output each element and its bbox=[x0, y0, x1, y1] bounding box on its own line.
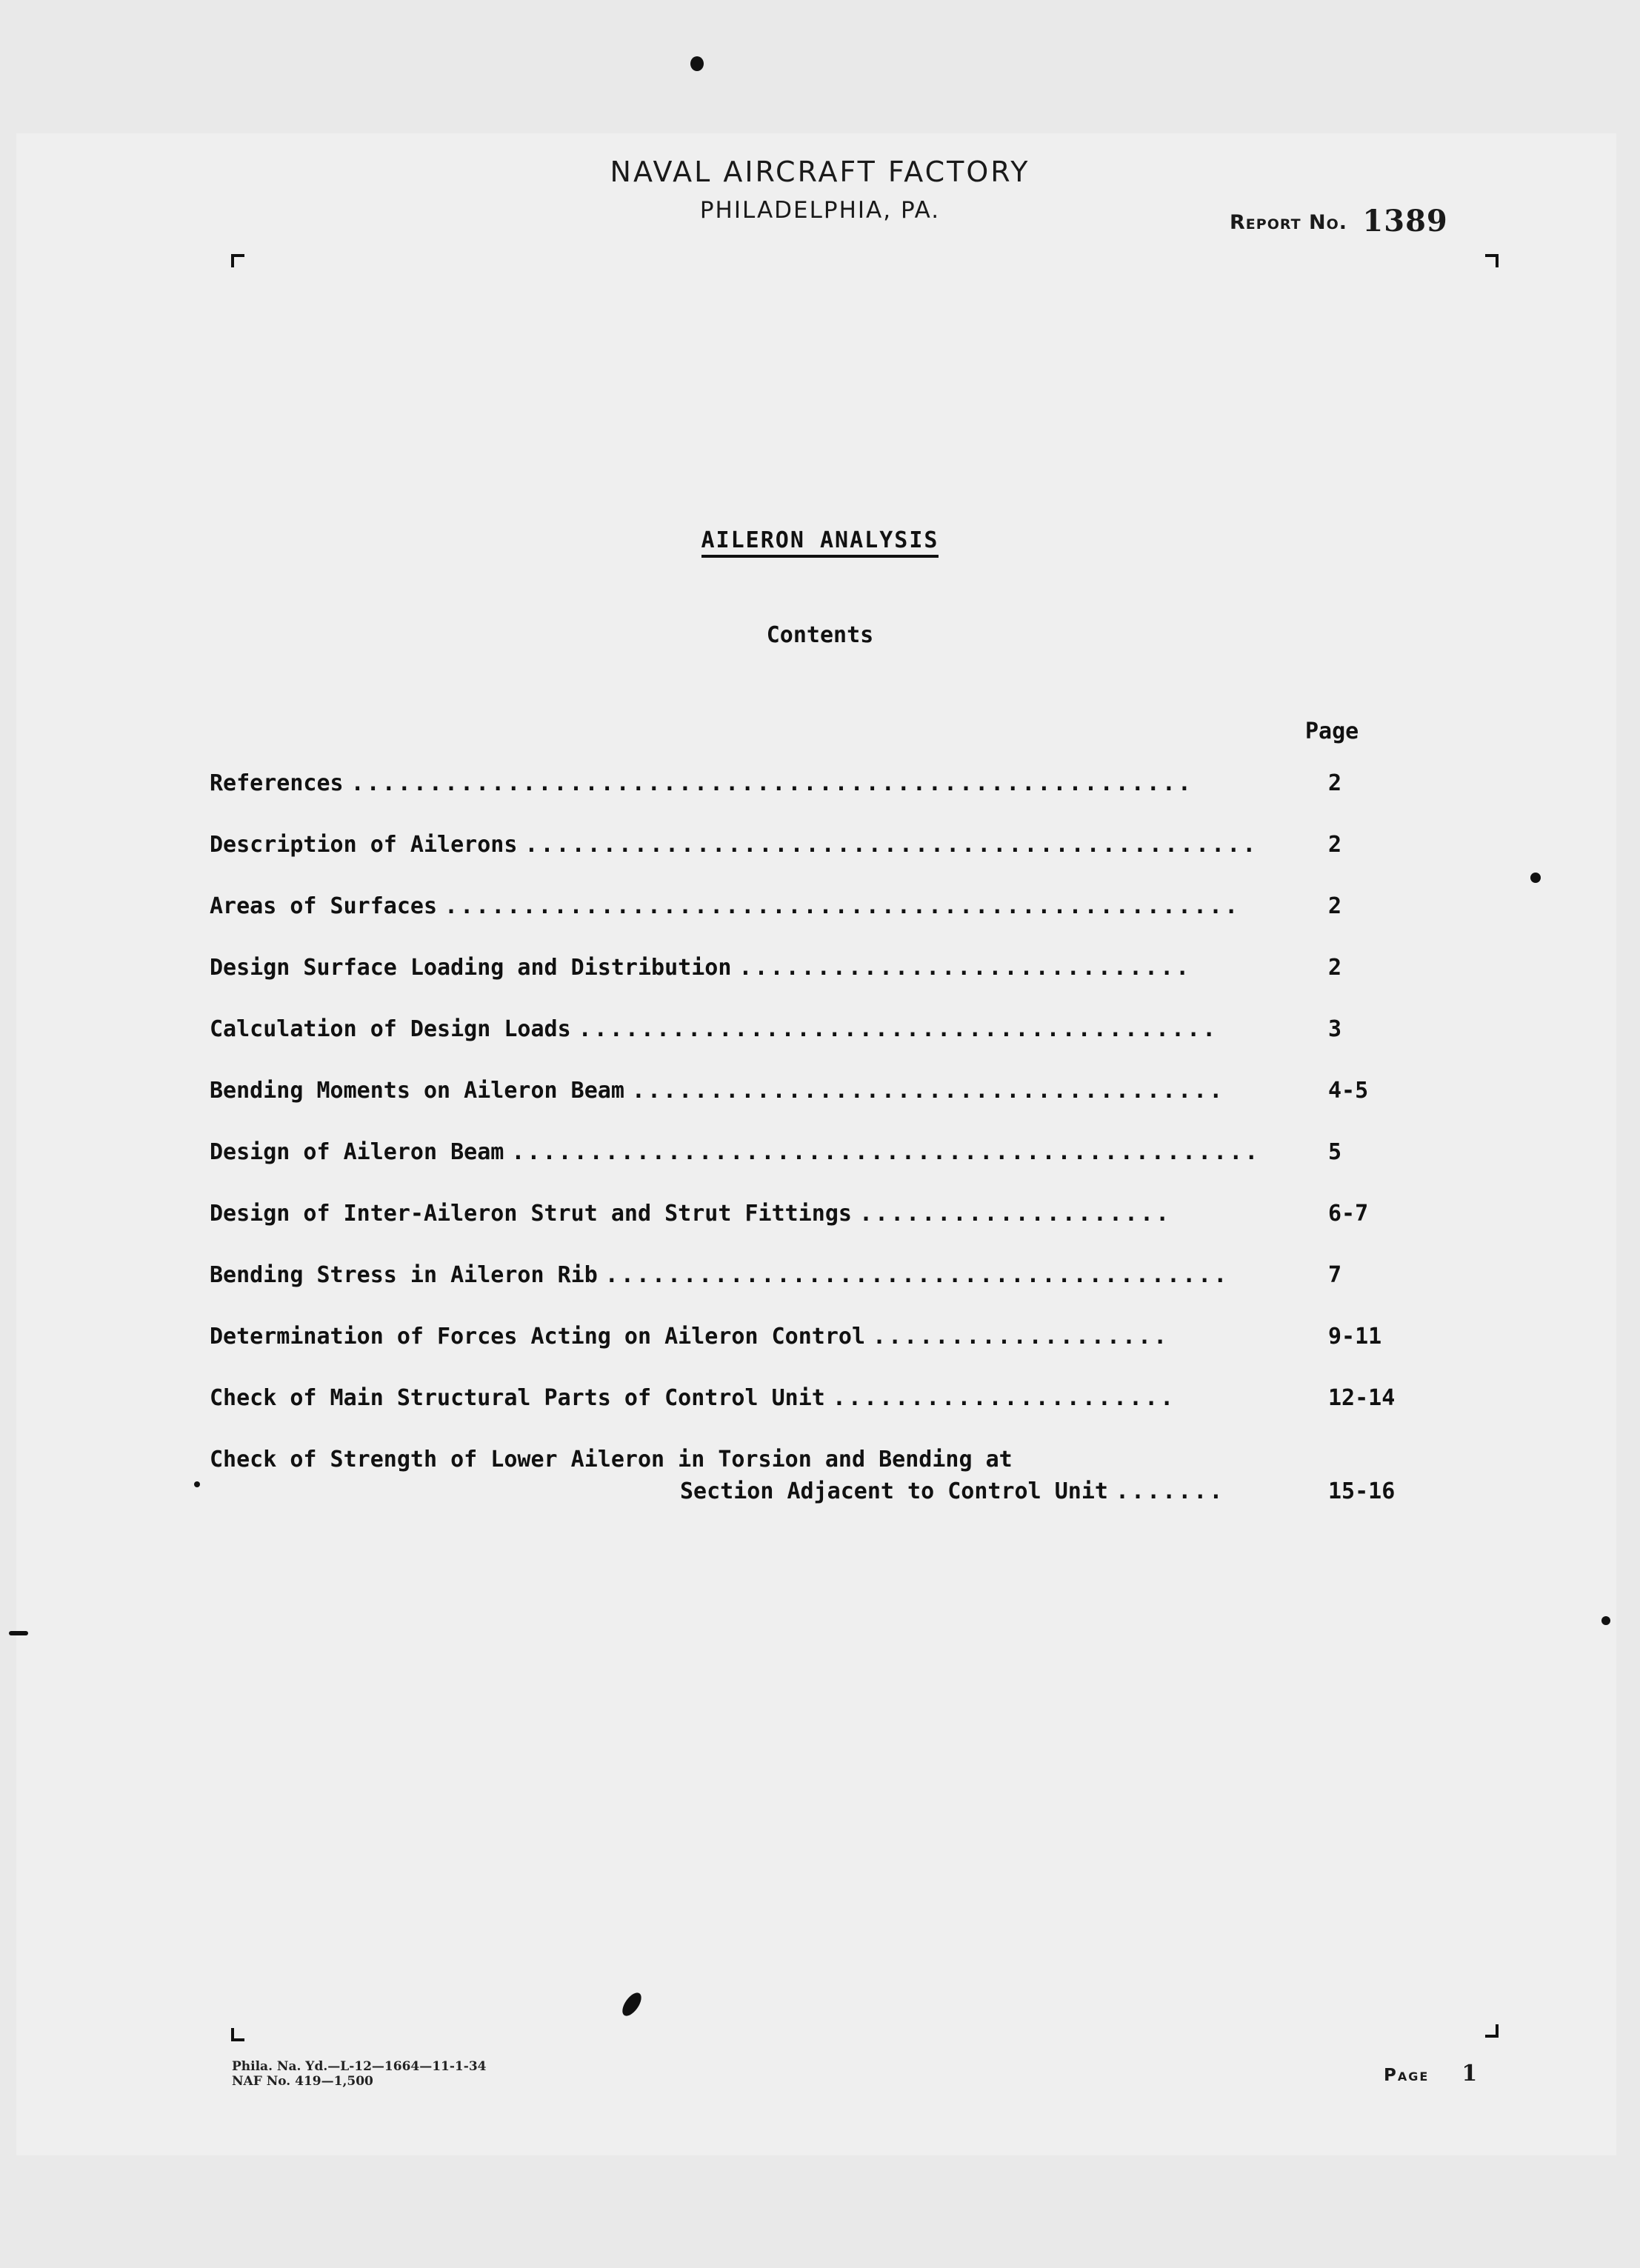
report-number-block bbox=[1230, 201, 1448, 239]
ink-speck bbox=[194, 1481, 200, 1487]
toc-entry bbox=[210, 893, 1402, 930]
form-code-line2: NAF No. 419—1,500 bbox=[232, 2074, 373, 2089]
page-label: Page bbox=[1384, 2066, 1430, 2085]
toc-entry bbox=[210, 770, 1402, 807]
toc-entry bbox=[210, 1324, 1402, 1361]
toc-entry-line2 bbox=[210, 1478, 1402, 1504]
toc-entry-title-line2: Section Adjacent to Control Unit bbox=[680, 1478, 1108, 1504]
toc-entry bbox=[210, 1016, 1402, 1053]
toc-entry-title: Bending Stress in Aileron Rib bbox=[210, 1262, 598, 1288]
toc-entry-title: Check of Main Structural Parts of Control Unit bbox=[210, 1385, 825, 1411]
toc-entry bbox=[210, 1078, 1402, 1115]
report-number-label: Report No. bbox=[1230, 211, 1347, 234]
toc-entry bbox=[210, 1385, 1402, 1422]
toc-entry-title: Description of Ailerons bbox=[210, 832, 518, 858]
ink-speck bbox=[9, 1631, 28, 1635]
toc-entry-page: 4-5 bbox=[1328, 1078, 1369, 1104]
toc-entry-page: 6-7 bbox=[1328, 1201, 1369, 1227]
toc-entry-page: 5 bbox=[1328, 1139, 1342, 1165]
toc-entry-title: Areas of Surfaces bbox=[210, 893, 438, 919]
corner-mark-bottom-left bbox=[231, 2028, 244, 2041]
toc-entry-page: 7 bbox=[1328, 1262, 1342, 1288]
toc-leader-dots: ........................................ bbox=[604, 1262, 1230, 1288]
toc-entry-title: Bending Moments on Aileron Beam bbox=[210, 1078, 624, 1104]
toc-entry-title-line1: Check of Strength of Lower Aileron in Torsion and Bending at bbox=[210, 1447, 1013, 1472]
report-number: 1389 bbox=[1362, 204, 1448, 239]
ink-speck bbox=[1601, 1616, 1610, 1625]
toc-entry-multiline bbox=[210, 1447, 1402, 1504]
ink-speck bbox=[1530, 873, 1541, 883]
toc-leader-dots: ....... bbox=[1115, 1478, 1225, 1504]
toc-entry bbox=[210, 1139, 1402, 1176]
toc-entry-title: Design of Aileron Beam bbox=[210, 1139, 504, 1165]
toc-leader-dots: ................................................ bbox=[511, 1139, 1261, 1165]
corner-mark-top-right bbox=[1485, 254, 1499, 267]
toc-entry-page: 12-14 bbox=[1328, 1385, 1396, 1411]
toc-entry-page: 2 bbox=[1328, 832, 1342, 858]
ink-speck bbox=[690, 56, 704, 71]
page-column-heading: Page bbox=[1305, 718, 1359, 744]
document-title-text: AILERON ANALYSIS bbox=[701, 527, 939, 558]
toc-entry bbox=[210, 955, 1402, 992]
toc-leader-dots: ................................................... bbox=[444, 893, 1241, 919]
toc-entry-title: Determination of Forces Acting on Aileron Control bbox=[210, 1324, 866, 1350]
toc-entry-page: 2 bbox=[1328, 955, 1342, 981]
page-number-block bbox=[1384, 2061, 1479, 2087]
toc-leader-dots: ...................................................... bbox=[350, 770, 1193, 796]
document-title bbox=[0, 527, 1640, 558]
corner-mark-top-left bbox=[231, 254, 244, 267]
organization-name: NAVAL AIRCRAFT FACTORY bbox=[610, 156, 1030, 188]
toc-entry-title: Design of Inter-Aileron Strut and Strut Fittings bbox=[210, 1201, 852, 1227]
form-code-line1: Phila. Na. Yd.—L-12—1664—11-1-34 bbox=[232, 2059, 487, 2074]
toc-entry-page: 9-11 bbox=[1328, 1324, 1382, 1350]
toc-entry bbox=[210, 1201, 1402, 1238]
contents-heading: Contents bbox=[766, 622, 874, 648]
organization-location: PHILADELPHIA, PA. bbox=[699, 197, 941, 224]
toc-leader-dots: ...................... bbox=[832, 1385, 1176, 1411]
toc-entry-title: Design Surface Loading and Distribution bbox=[210, 955, 732, 981]
toc-entry-title: References bbox=[210, 770, 344, 796]
toc-entry bbox=[210, 1262, 1402, 1299]
toc-leader-dots: .................... bbox=[859, 1201, 1172, 1227]
page-number: 1 bbox=[1461, 2061, 1479, 2087]
toc-leader-dots: ............................. bbox=[739, 955, 1192, 981]
corner-mark-bottom-right bbox=[1485, 2024, 1499, 2038]
toc-entry-page: 2 bbox=[1328, 770, 1342, 796]
toc-leader-dots: ............................................... bbox=[524, 832, 1259, 858]
toc-leader-dots: ................... bbox=[873, 1324, 1170, 1350]
toc-entry-page: 15-16 bbox=[1328, 1478, 1396, 1504]
toc-leader-dots: ......................................... bbox=[578, 1016, 1219, 1042]
toc-leader-dots: ...................................... bbox=[631, 1078, 1225, 1104]
toc-entry-page: 2 bbox=[1328, 893, 1342, 919]
toc-entry-page: 3 bbox=[1328, 1016, 1342, 1042]
toc-entry bbox=[210, 832, 1402, 869]
toc-entry-title: Calculation of Design Loads bbox=[210, 1016, 571, 1042]
form-code bbox=[232, 2059, 486, 2089]
